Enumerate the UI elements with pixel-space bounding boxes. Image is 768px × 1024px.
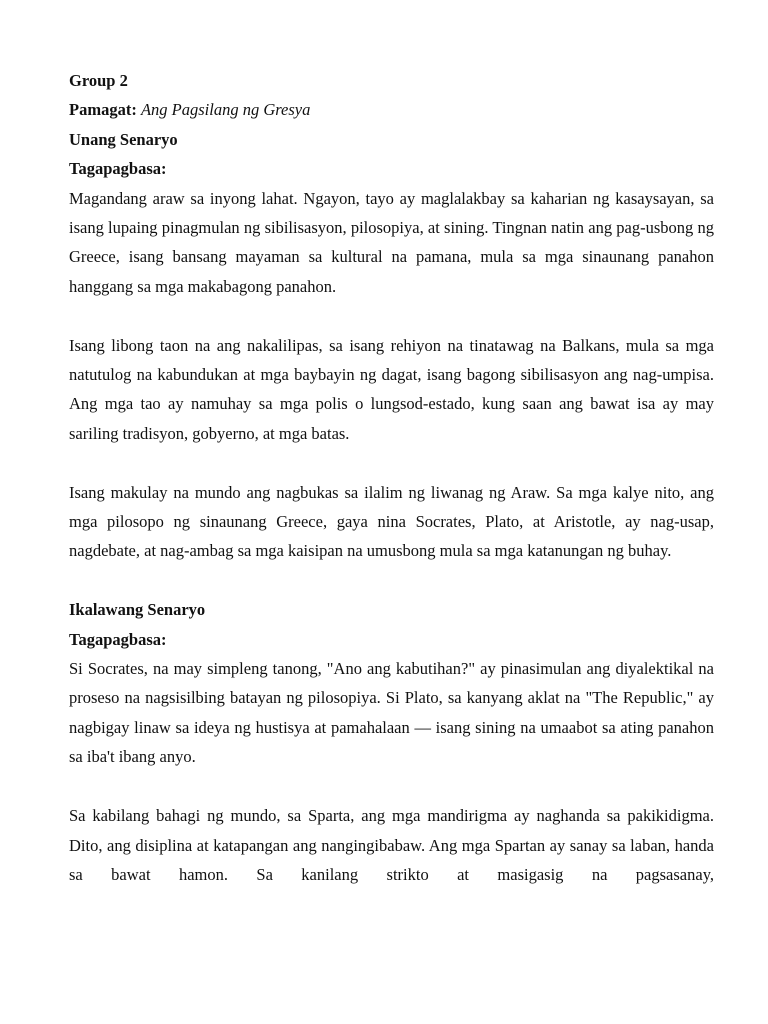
title-label: Pamagat: xyxy=(69,100,137,120)
paragraph-gap xyxy=(69,448,714,477)
document-page xyxy=(69,66,714,889)
scenario2-paragraph-1: Si Socrates, na may simpleng tanong, "Ano ang kabutihan?" ay pinasimulan ang diyalektikal na proseso na nagsisilbing batayan ng pilosopiya. Si Plato, sa kanyang aklat na "The Republic," ay nagbigay linaw sa ideya ng hustisya at pamahalaan — isang sining na umaabot sa ating panahon sa iba't ibang anyo. xyxy=(69,659,714,767)
scenario2-paragraph-2: Sa kabilang bahagi ng mundo, sa Sparta, ang mga mandirigma ay naghanda sa pakikidigma. Dito, ang disiplina at katapangan ang nangingibabaw. Ang mga Spartan ay sanay sa laban, handa sa bawat hamon. Sa kanilang strikto at masigasig na pagsasanay, xyxy=(69,806,714,884)
scenario1-paragraph-3: Isang makulay na mundo ang nagbukas sa ilalim ng liwanag ng Araw. Sa mga kalye nito, ang mga pilosopo ng sinaunang Greece, gaya nina Socrates, Plato, at Aristotle, ay nag-usap, nagdebate, at nag-ambag sa mga kaisipan na umusbong mula sa mga katanungan ng buhay. xyxy=(69,482,714,561)
paragraph-gap xyxy=(69,301,714,330)
title-line xyxy=(69,95,714,124)
group-label: Group 2 xyxy=(69,71,128,90)
scenario2-reader-label: Tagapagbasa: xyxy=(69,629,167,649)
scenario1-paragraph-1: Magandang araw sa inyong lahat. Ngayon, tayo ay maglalakbay sa kaharian ng kasaysayan, sa isang lupaing pinagmulan ng sibilisasyon, pilosopiya, at sining. Tingnan natin ang pag-usbong ng Greece, isang bansang mayaman sa kultural na pamana, mula sa mga sinaunang panahon hanggang sa mga makabagong panahon. xyxy=(69,188,714,296)
title-value: Ang Pagsilang ng Gresya xyxy=(140,100,311,120)
scenario1-reader-label: Tagapagbasa: xyxy=(69,159,167,179)
paragraph-gap xyxy=(69,566,714,595)
scenario1-paragraph-2: Isang libong taon na ang nakalilipas, sa isang rehiyon na tinatawag na Balkans, mula sa mga natutulog na kabundukan at mga baybayin ng dagat, isang bagong sibilisasyon ang nag-umpisa. Ang mga tao ay namuhay sa mga polis o lungsod-estado, kung saan ang bawat isa ay may sariling tradisyon, gobyerno, at mga batas. xyxy=(69,335,714,443)
scenario2-heading: Ikalawang Senaryo xyxy=(69,600,206,620)
scenario1-heading: Unang Senaryo xyxy=(69,129,178,149)
paragraph-gap xyxy=(69,772,714,801)
